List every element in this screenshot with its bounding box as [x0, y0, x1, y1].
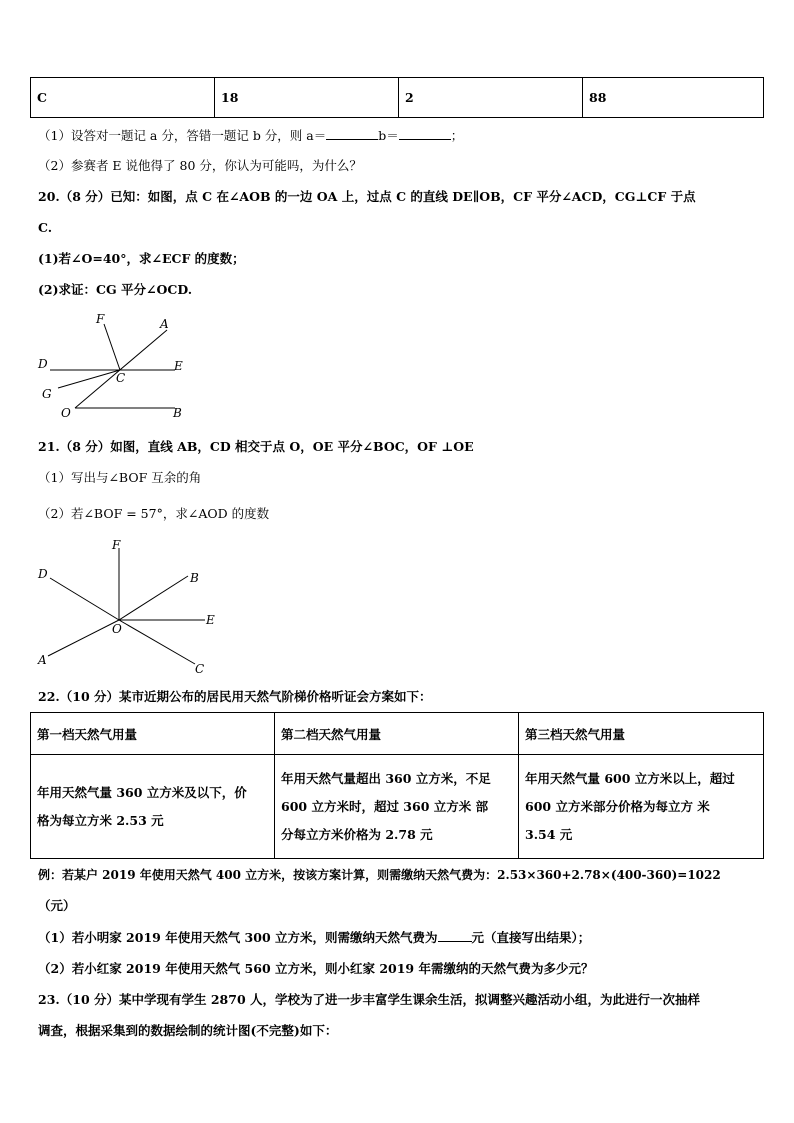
gas-price-table	[30, 712, 764, 859]
table-cell: 2	[399, 78, 583, 118]
ray-oc	[119, 620, 195, 664]
label-d: D	[38, 357, 48, 371]
q22-part1-b: 元（直接写出结果）；	[471, 930, 591, 945]
cell-line: 600 立方米部分价格为每立方 米	[525, 798, 710, 814]
q19-part2: （2）参赛者 E 说他得了 80 分，你认为可能吗，为什么？	[38, 158, 362, 173]
q23-stem-cont: 调查，根据采集到的数据绘制的统计图(不完整)如下：	[38, 1023, 338, 1038]
label-f: F	[96, 312, 105, 326]
cell-line: 3.54 元	[525, 826, 573, 842]
cell-line: 年用天然气量 360 立方米及以下，价	[37, 784, 247, 800]
q22-part1	[38, 929, 590, 947]
q22-stem: 22.（10 分）某市近期公布的居民用天然气阶梯价格听证会方案如下：	[38, 689, 432, 704]
tier3-header: 第三档天然气用量	[519, 713, 764, 755]
tier1-header: 第一档天然气用量	[31, 713, 275, 755]
cell-line: 年用天然气量超出 360 立方米，不足	[281, 770, 491, 786]
table-cell: 18	[215, 78, 399, 118]
table-row	[31, 78, 764, 118]
table-header-row	[31, 713, 764, 755]
q20-part1: (1)若∠O=40°，求∠ECF 的度数；	[38, 251, 245, 266]
tier2-cell	[275, 755, 519, 859]
q21-part1: （1）写出与∠BOF 互余的角	[38, 470, 202, 485]
cell-line: 600 立方米时，超过 360 立方米 部	[281, 798, 489, 814]
score-table	[30, 77, 764, 118]
q22-example: 例：若某户 2019 年使用天然气 400 立方米，按该方案计算，则需缴纳天然气费为：2.53×360+2.78×(400-360)=1022	[38, 868, 721, 882]
answer-blank	[438, 929, 472, 942]
label-f: F	[112, 538, 121, 552]
q20-figure	[30, 308, 200, 424]
q19-part1-b: b＝	[378, 128, 399, 143]
label-a: A	[38, 653, 47, 667]
tier1-cell	[31, 755, 275, 859]
ray-od	[50, 578, 119, 620]
q19-part1-a: （1）设答对一题记 a 分，答错一题记 b 分，则 a＝	[38, 128, 327, 143]
ray-oa	[48, 620, 119, 656]
table-row	[31, 755, 764, 859]
answer-blank	[326, 127, 378, 140]
q21-stem: 21.（8 分）如图，直线 AB，CD 相交于点 O，OE 平分∠BOC，OF ⊥OE	[38, 439, 474, 454]
tier3-cell	[519, 755, 764, 859]
label-c: C	[116, 371, 126, 385]
label-b: B	[173, 406, 182, 420]
line-cg	[58, 370, 120, 388]
answer-blank	[399, 127, 451, 140]
cell-line: 格为每立方米 2.53 元	[37, 812, 164, 828]
label-a: A	[160, 317, 169, 331]
label-b: B	[190, 571, 199, 585]
label-e: E	[206, 613, 215, 627]
q21-part2: （2）若∠BOF = 57°，求∠AOD 的度数	[38, 506, 270, 521]
ray-ob	[119, 576, 188, 620]
cell-line: 年用天然气量 600 立方米以上，超过	[525, 770, 735, 786]
label-o: O	[112, 622, 122, 636]
q20-stem: 20.（8 分）已知：如图，点 C 在∠AOB 的一边 OA 上，过点 C 的直线 DE∥OB，CF 平分∠ACD，CG⊥CF 于点	[38, 189, 696, 204]
q22-example-unit: （元）	[38, 898, 76, 913]
q22-part2: （2）若小红家 2019 年使用天然气 560 立方米，则小红家 2019 年需缴纳的天然气费为多少元？	[38, 961, 594, 976]
table-cell: 88	[583, 78, 764, 118]
q21-figure	[30, 534, 230, 680]
tier2-header: 第二档天然气用量	[275, 713, 519, 755]
q19-part1	[38, 127, 463, 145]
q19-part1-end: ；	[450, 128, 464, 143]
label-o: O	[61, 406, 71, 420]
line-oa	[75, 330, 167, 408]
label-g: G	[42, 387, 52, 401]
table-cell: C	[31, 78, 215, 118]
q20-part2: (2)求证：CG 平分∠OCD.	[38, 282, 193, 297]
line-cf	[104, 324, 120, 370]
q22-part1-a: （1）若小明家 2019 年使用天然气 300 立方米，则需缴纳天然气费为	[38, 930, 438, 945]
label-e: E	[174, 359, 183, 373]
q23-stem: 23.（10 分）某中学现有学生 2870 人，学校为了进一步丰富学生课余生活，拟调整兴趣活动小组，为此进行一次抽样	[38, 992, 700, 1007]
label-d: D	[38, 567, 48, 581]
cell-line: 分每立方米价格为 2.78 元	[281, 826, 433, 842]
label-c: C	[195, 662, 205, 676]
q20-stem-cont: C.	[38, 220, 53, 235]
